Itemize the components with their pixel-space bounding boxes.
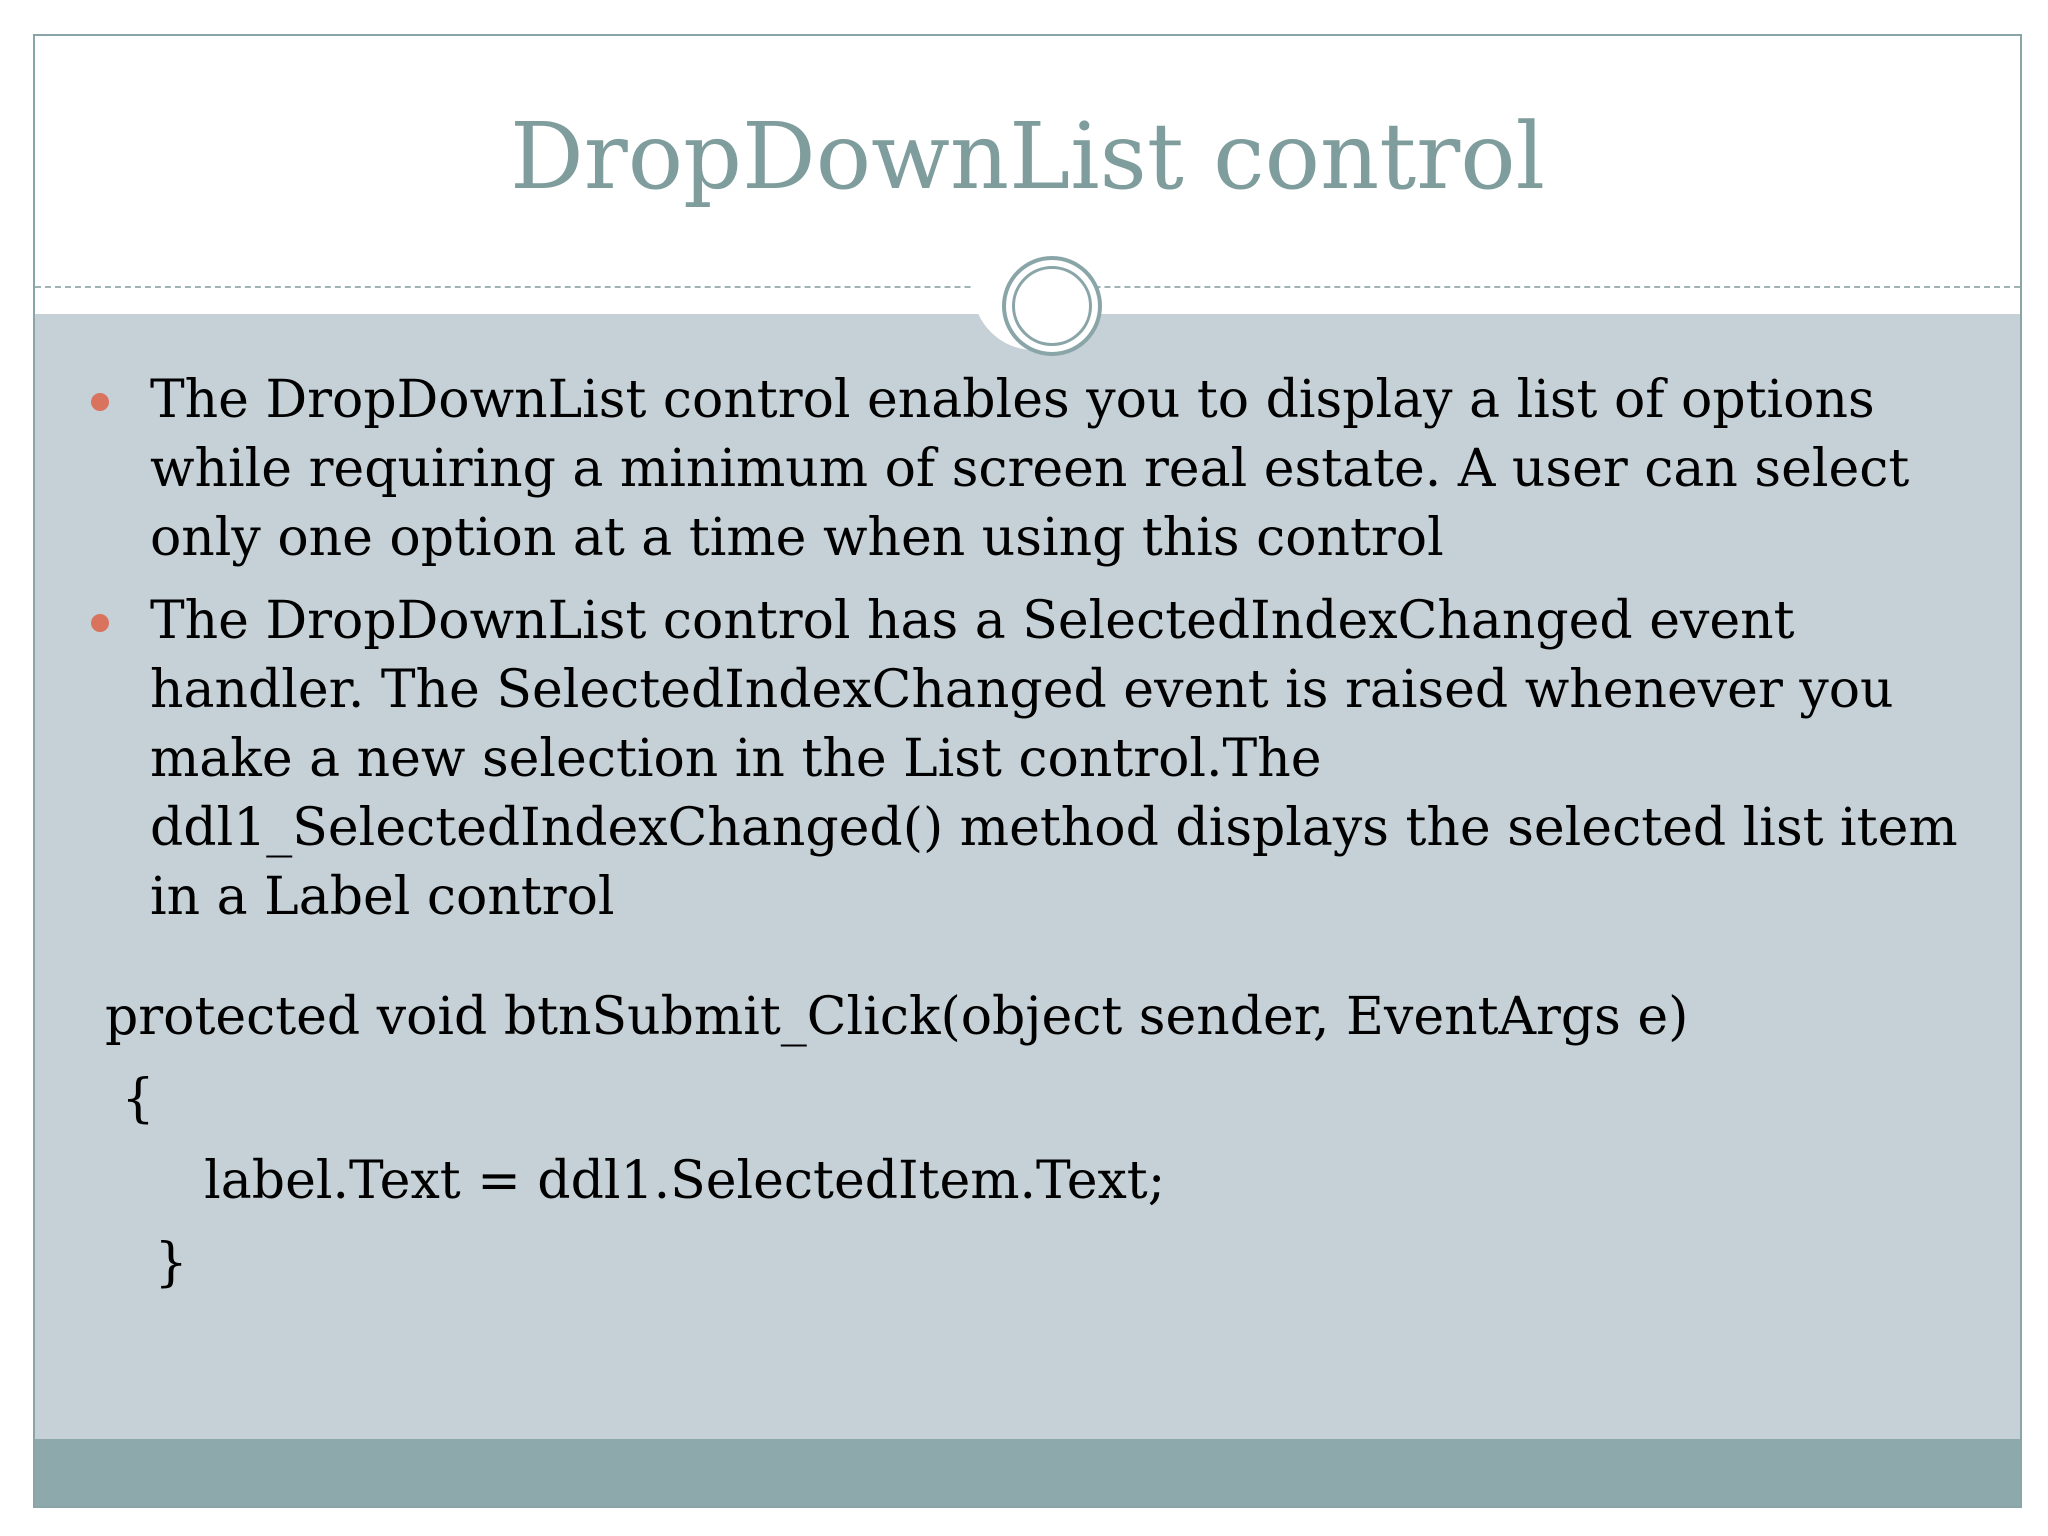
bullet-text: The DropDownList control has a SelectedIndexChanged event handler. The SelectedIndexChanged event is raised whenever you make a new selection in the List control.The ddl1_SelectedIndexChanged() method displays the selected list item in a Label control	[150, 591, 1958, 927]
bullet-list	[35, 366, 2022, 946]
code-block	[105, 976, 1688, 1304]
code-line: {	[105, 1069, 155, 1129]
ornament-inner-ring-icon	[1012, 266, 1092, 346]
bullet-icon	[91, 614, 109, 632]
bullet-icon	[91, 393, 109, 411]
bullet-item	[35, 366, 2022, 573]
code-line: }	[105, 1233, 188, 1293]
code-line: protected void btnSubmit_Click(object sender, EventArgs e)	[105, 987, 1689, 1047]
code-line: label.Text = ddl1.SelectedItem.Text;	[105, 1151, 1166, 1211]
footer-band	[35, 1439, 2020, 1508]
slide-title: DropDownList control	[509, 103, 1546, 210]
bullet-item	[35, 587, 2022, 932]
slide	[33, 34, 2022, 1508]
bullet-text: The DropDownList control enables you to display a list of options while requiring a minimum of screen real estate. A user can select only one option at a time when using this control	[150, 370, 1910, 568]
